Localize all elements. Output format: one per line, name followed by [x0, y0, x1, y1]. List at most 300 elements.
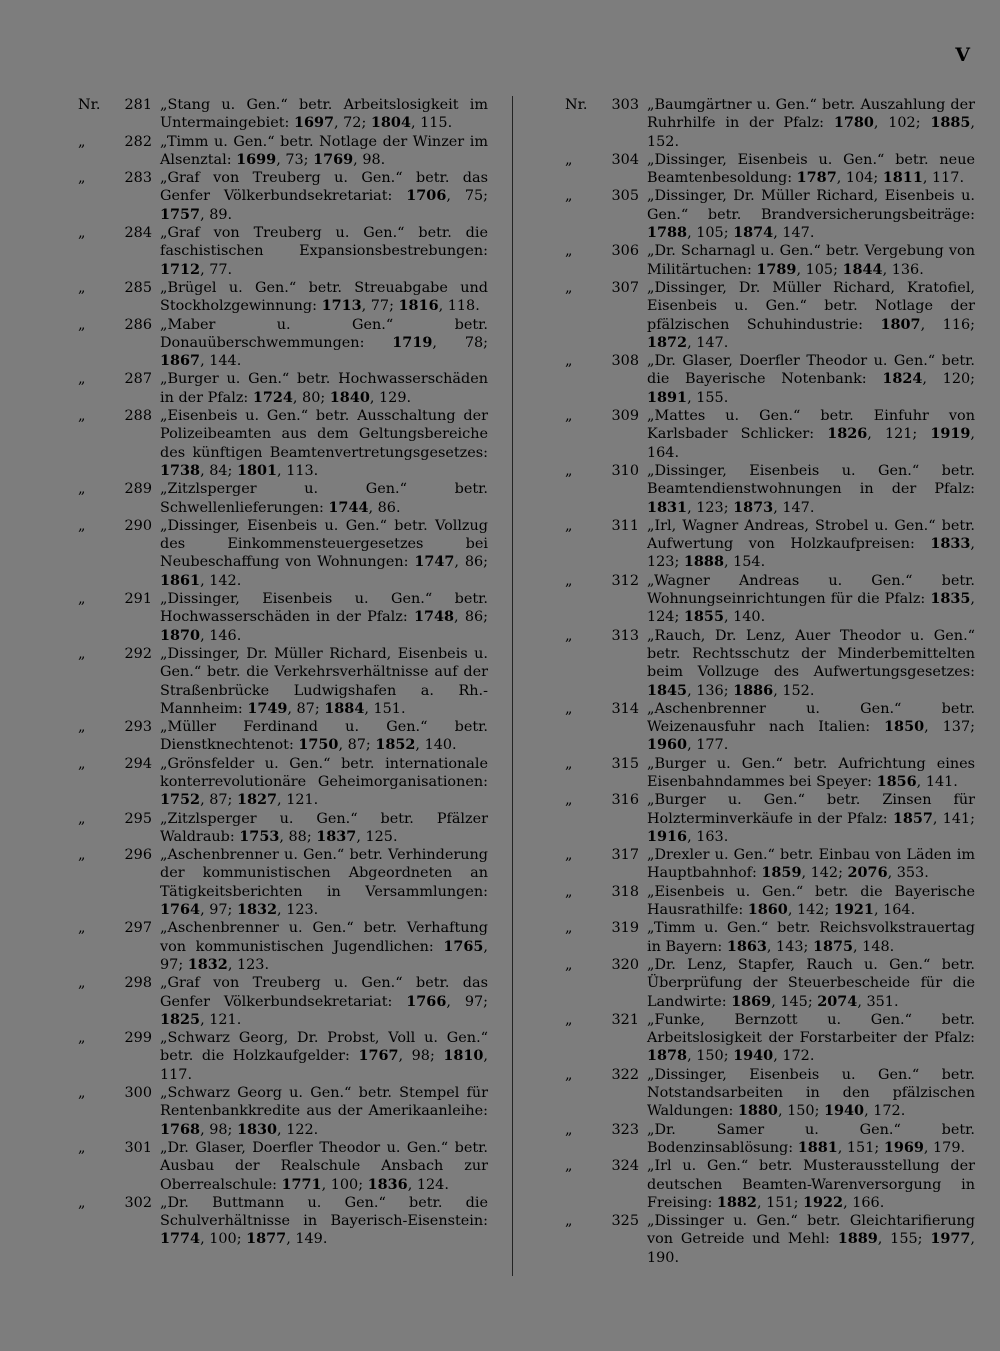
entry-number: 289 [124, 481, 152, 498]
protocol-ref: 1886 [733, 681, 774, 699]
entry-subject: „Stang u. Gen.“ betr. Arbeitslosigkeit im Untermaingebiet: [160, 97, 488, 132]
entry-text: „Zitzlsperger u. Gen.“ betr. Pfälzer Waldraub: 1753, 88; 1837, 125. [160, 810, 488, 845]
entry-text: „Dr. Glaser, Doerfler Theodor u. Gen.“ betr. Ausbau der Realschule Ansbach zur Oberrealschule: 1771, 100; 1836, 124. [160, 1139, 488, 1193]
entry-text: „Irl, Wagner Andreas, Strobel u. Gen.“ betr. Aufwertung von Holzkaufpreisen: 1833, 123; 1888, 154. [647, 517, 975, 571]
page-ref: 102 [888, 115, 916, 132]
protocol-ref: 1885 [930, 114, 971, 132]
page-ref: 155 [696, 389, 724, 406]
entry-prefix: „ [78, 810, 86, 827]
entry-number: 302 [124, 1194, 152, 1211]
page-ref: 100 [209, 1231, 237, 1248]
protocol-ref: 2074 [817, 992, 858, 1010]
entry-subject: „Dissinger, Dr. Müller Richard, Eisenbeis u. Gen.“ betr. die Verkehrsverhältnisse auf der Straßenbrücke Ludwigshafen a. Rh.-Mannheim: [160, 645, 488, 717]
page-ref: 88 [288, 828, 307, 845]
entry-number: 308 [611, 353, 639, 370]
protocol-ref: 1873 [733, 498, 774, 516]
entry-text: „Dr. Glaser, Doerfler Theodor u. Gen.“ betr. die Bayerische Notenbank: 1824, 120; 1891, 155. [647, 353, 975, 406]
protocol-ref: 1830 [236, 1120, 278, 1138]
index-entry [565, 462, 975, 517]
page-ref: 77 [209, 261, 228, 278]
protocol-ref: 1922 [803, 1193, 844, 1211]
index-entry [565, 846, 975, 883]
protocol-ref: 1757 [160, 205, 201, 223]
entry-subject: „Dissinger, Eisenbeis u. Gen.“ betr. Beamtendienstwohnungen in der Pfalz: [647, 462, 975, 498]
page-ref: 86 [464, 554, 484, 571]
protocol-ref: 1977 [930, 1230, 971, 1248]
entry-text: „Dr. Buttmann u. Gen.“ betr. die Schulverhältnisse in Bayerisch-Eisenstein: 1774, 100; 1877, 149. [160, 1194, 488, 1248]
entry-subject: „Dr. Samer u. Gen.“ betr. Bodenzinsablösung: [647, 1121, 975, 1156]
entry-prefix: „ [565, 883, 573, 900]
protocol-ref: 1874 [733, 224, 774, 242]
entry-number: 305 [611, 188, 639, 205]
index-entry [78, 1084, 488, 1139]
entry-text: „Burger u. Gen.“ betr. Hochwasserschäden in der Pfalz: 1724, 80; 1840, 129. [160, 371, 488, 406]
protocol-ref: 1744 [328, 498, 369, 516]
entry-number: 316 [611, 792, 639, 809]
protocol-ref: 1832 [236, 901, 278, 919]
protocol-ref: 1855 [683, 608, 724, 626]
protocol-ref: 1940 [824, 1102, 865, 1120]
entry-prefix: „ [78, 279, 86, 296]
entry-text: „Müller Ferdinand u. Gen.“ betr. Dienstknechtenot: 1750, 87; 1852, 140. [160, 719, 488, 754]
index-entry [78, 919, 488, 974]
entry-subject: „Aschenbrenner u. Gen.“ betr. Verhinderung der kommunistischen Abgeordneten an Tätigkeitsberichten in Versammlungen: [160, 847, 488, 900]
entry-text: „Funke, Bernzott u. Gen.“ betr. Arbeitslosigkeit der Forstarbeiter der Pfalz: 1878, 150; 1940, 172. [647, 1011, 975, 1065]
page-ref: 97 [209, 902, 228, 919]
page-ref: 87 [296, 700, 315, 717]
entry-subject: „Aschenbrenner u. Gen.“ betr. Weizenausfuhr nach Italien: [647, 700, 975, 736]
page-ref: 98 [362, 151, 381, 168]
index-entry [78, 846, 488, 919]
entry-number: 324 [611, 1158, 639, 1175]
entry-text: „Brügel u. Gen.“ betr. Streuabgabe und Stockholzgewinnung: 1713, 77; 1816, 118. [160, 279, 488, 315]
protocol-ref: 1882 [716, 1193, 757, 1211]
index-entry [565, 407, 975, 462]
entry-subject: „Aschenbrenner u. Gen.“ betr. Verhaftung von kommunistischen Jugendlichen: [160, 920, 488, 955]
entry-subject: „Baumgärtner u. Gen.“ betr. Auszahlung der Ruhrhilfe in der Pfalz: [647, 97, 975, 132]
page-ref: 142 [209, 572, 237, 589]
entry-number: 317 [611, 847, 639, 864]
index-entry [78, 133, 488, 170]
page-ref: 87 [347, 737, 366, 754]
entry-number: 282 [124, 133, 152, 150]
page-ref: 136 [891, 261, 920, 278]
page-ref: 154 [733, 554, 761, 571]
entry-number: 297 [124, 920, 152, 937]
entry-prefix: „ [78, 1194, 86, 1211]
entry-text: „Rauch, Dr. Lenz, Auer Theodor u. Gen.“ betr. Rechtsschutz der Minderbemittelten beim Vollzuge des Aufwertungsgesetzes: 1845, 136; 1886, 152. [647, 627, 975, 699]
page-ref: 124 [416, 1176, 445, 1193]
entry-text: „Irl u. Gen.“ betr. Musterausstellung der deutschen Beamten-Warenversorgung in Freising: 1882, 151; 1922, 166. [647, 1158, 975, 1211]
index-entry [565, 279, 975, 352]
protocol-ref: 1832 [187, 955, 228, 973]
entry-prefix: „ [565, 792, 573, 809]
protocol-ref: 1765 [443, 937, 484, 955]
protocol-ref: 1872 [647, 333, 688, 351]
page-ref: 145 [780, 993, 808, 1010]
page-ref: 86 [464, 609, 484, 626]
index-entry [565, 572, 975, 627]
entry-text: „Grönsfelder u. Gen.“ betr. internationale konterrevolutionäre Geheimorganisationen: 1752, 87; 1827, 121. [160, 755, 488, 809]
protocol-ref: 1810 [443, 1047, 484, 1065]
entry-subject: „Brügel u. Gen.“ betr. Streuabgabe und Stockholzgewinnung: [160, 279, 488, 315]
entry-text: „Burger u. Gen.“ betr. Aufrichtung eines Eisenbahndammes bei Speyer: 1856, 141. [647, 755, 975, 790]
page-ref: 105 [696, 225, 724, 242]
protocol-ref: 1699 [236, 150, 277, 168]
page-ref: 136 [696, 682, 724, 699]
entry-subject: „Schwarz Georg, Dr. Probst, Voll u. Gen.“ betr. die Holzkaufgelder: [160, 1030, 488, 1065]
entry-text: „Aschenbrenner u. Gen.“ betr. Verhaftung von kommunistischen Jugendlichen: 1765, 97; 1832, 123. [160, 920, 488, 973]
entry-text: „Dissinger, Eisenbeis u. Gen.“ betr. Hochwasserschäden in der Pfalz: 1748, 86; 1870, 146. [160, 591, 488, 644]
entry-number: 291 [124, 591, 152, 608]
index-entry [565, 1011, 975, 1066]
page-ref: 150 [696, 1048, 724, 1065]
protocol-ref: 1845 [647, 681, 688, 699]
entry-number: 318 [611, 883, 639, 900]
entry-text: „Dr. Scharnagl u. Gen.“ betr. Vergebung von Militärtuchen: 1789, 105; 1844, 136. [647, 243, 975, 278]
page-ref: 98 [209, 1121, 228, 1138]
index-entry [565, 700, 975, 755]
protocol-ref: 1827 [236, 791, 278, 809]
page-ref: 151 [846, 1139, 875, 1156]
protocol-ref: 1859 [761, 864, 802, 882]
protocol-ref: 1856 [876, 772, 917, 790]
protocol-ref: 1863 [726, 937, 767, 955]
protocol-ref: 1875 [812, 937, 854, 955]
page-ref: 100 [330, 1176, 359, 1193]
entry-text: „Dissinger, Eisenbeis u. Gen.“ betr. Beamtendienstwohnungen in der Pfalz: 1831, 123; 1873, 147. [647, 462, 975, 516]
page-ref: 143 [776, 938, 804, 955]
protocol-ref: 1881 [797, 1138, 838, 1156]
protocol-ref: 1850 [884, 718, 925, 736]
entry-prefix: „ [78, 170, 86, 187]
entry-number: 312 [611, 572, 639, 589]
entry-prefix: „ [565, 1213, 573, 1230]
entry-subject: „Dissinger, Dr. Müller Richard, Eisenbeis u. Gen.“ betr. Brandversicherungsbeiträge: [647, 188, 975, 223]
entry-subject: „Timm u. Gen.“ betr. Reichsvolkstrauertag in Bayern: [647, 920, 975, 955]
entry-number: 310 [611, 462, 639, 479]
protocol-ref: 1884 [324, 699, 365, 717]
protocol-ref: 1824 [882, 370, 923, 388]
entry-subject: „Dissinger, Eisenbeis u. Gen.“ betr. Vollzug des Einkommensteuergesetzes bei Neubeschaffung von Wohnungen: [160, 517, 488, 571]
protocol-ref: 1712 [160, 260, 201, 278]
entry-text: „Graf von Treuberg u. Gen.“ betr. das Genfer Völkerbundsekretariat: 1706, 75; 1757, 89. [160, 170, 488, 223]
entry-number: 285 [124, 279, 152, 296]
entry-subject: „Zitzlsperger u. Gen.“ betr. Pfälzer Waldraub: [160, 810, 488, 845]
entry-subject: „Maber u. Gen.“ betr. Donauüberschwemmungen: [160, 316, 488, 351]
entry-prefix: „ [78, 645, 86, 662]
protocol-ref: 1826 [827, 425, 868, 443]
index-entry [78, 316, 488, 371]
entry-subject: „Graf von Treuberg u. Gen.“ betr. das Genfer Völkerbundsekretariat: [160, 975, 488, 1010]
page-ref: 146 [209, 627, 237, 644]
entry-text: „Eisenbeis u. Gen.“ betr. Ausschaltung der Polizeibeamten aus dem Geltungsbereiche des künftigen Beamtenvertretungsgesetzes: 1738, 84; 1801, 113. [160, 408, 488, 479]
protocol-ref: 1919 [930, 425, 971, 443]
index-entry [565, 517, 975, 572]
page-ref: 147 [782, 499, 810, 516]
entry-number: 322 [611, 1066, 639, 1083]
entry-text: „Graf von Treuberg u. Gen.“ betr. die faschistischen Expansionsbestrebungen: 1712, 77. [160, 225, 488, 278]
page-ref: 164 [883, 902, 911, 919]
protocol-ref: 1969 [883, 1138, 924, 1156]
page-ref: 140 [424, 737, 453, 754]
protocol-ref: 1888 [683, 553, 724, 571]
entry-prefix: „ [565, 1121, 573, 1138]
entry-number: 320 [611, 956, 639, 973]
entry-subject: „Dissinger, Eisenbeis u. Gen.“ betr. Notstandsarbeiten in den pfälzischen Waldungen: [647, 1066, 975, 1120]
entry-subject: „Dissinger u. Gen.“ betr. Gleichtarifierung von Getreide und Mehl: [647, 1213, 975, 1248]
index-entry [78, 590, 488, 645]
page-ref: 142 [796, 902, 825, 919]
entry-text: „Mattes u. Gen.“ betr. Einfuhr von Karlsbader Schlicker: 1826, 121; 1919, 164. [647, 408, 975, 461]
protocol-ref: 1771 [281, 1175, 322, 1193]
protocol-ref: 1766 [406, 992, 447, 1010]
page-ref: 73 [285, 151, 304, 168]
entry-prefix: „ [565, 243, 573, 260]
entry-text: „Drexler u. Gen.“ betr. Einbau von Läden im Hauptbahnhof: 1859, 142; 2076, 353. [647, 847, 975, 882]
page-ref: 123 [647, 554, 675, 571]
entry-subject: „Timm u. Gen.“ betr. Notlage der Winzer im Alsenztal: [160, 133, 488, 168]
entry-text: „Burger u. Gen.“ betr. Zinsen für Holzterminverkäufe in der Pfalz: 1857, 141; 1916, 163. [647, 792, 975, 845]
index-entry [78, 974, 488, 1029]
entry-text: „Zitzlsperger u. Gen.“ betr. Schwellenlieferungen: 1744, 86. [160, 481, 488, 516]
entry-subject: „Burger u. Gen.“ betr. Zinsen für Holzterminverkäufe in der Pfalz: [647, 792, 975, 827]
page-ref: 121 [209, 1011, 237, 1028]
entry-number: 300 [124, 1085, 152, 1102]
entry-text: „Wagner Andreas u. Gen.“ betr. Wohnungseinrichtungen für die Pfalz: 1835, 124; 1855, 140. [647, 572, 975, 626]
entry-prefix: „ [565, 627, 573, 644]
index-entry [565, 919, 975, 956]
entry-prefix: „ [565, 847, 573, 864]
index-entry [78, 718, 488, 755]
entry-prefix: „ [78, 719, 86, 736]
entry-prefix: „ [78, 316, 86, 333]
page-ref: 151 [373, 700, 401, 717]
page-ref: 117 [160, 1066, 188, 1083]
protocol-ref: 1870 [160, 626, 201, 644]
entry-subject: „Zitzlsperger u. Gen.“ betr. Schwellenlieferungen: [160, 481, 488, 516]
entry-subject: „Grönsfelder u. Gen.“ betr. internationale konterrevolutionäre Geheimorganisationen: [160, 755, 488, 790]
entry-number: 293 [124, 719, 152, 736]
protocol-ref: 1747 [414, 553, 455, 571]
entry-prefix: „ [78, 225, 86, 242]
protocol-ref: 1852 [375, 736, 416, 754]
protocol-ref: 1840 [329, 388, 370, 406]
page-ref: 164 [647, 444, 675, 461]
protocol-ref: 1889 [837, 1230, 878, 1248]
entry-prefix: „ [565, 188, 573, 205]
entry-text: „Dr. Lenz, Stapfer, Rauch u. Gen.“ betr. Überprüfung der Steuerbescheide für die Landwirte: 1869, 145; 2074, 351. [647, 956, 975, 1010]
index-entry [78, 407, 488, 480]
entry-number: 319 [611, 920, 639, 937]
entry-number: 294 [124, 755, 152, 772]
page-ref: 89 [209, 206, 228, 223]
entry-number: 295 [124, 810, 152, 827]
index-entry [78, 810, 488, 847]
index-entry [78, 480, 488, 517]
protocol-ref: 1878 [647, 1047, 688, 1065]
page-ref: 98 [411, 1048, 430, 1065]
entry-prefix: „ [78, 975, 86, 992]
entry-number: 313 [611, 627, 639, 644]
entry-text: „Dissinger, Eisenbeis u. Gen.“ betr. Notstandsarbeiten in den pfälzischen Waldungen: 1880, 150; 1940, 172. [647, 1066, 975, 1120]
entry-text: „Maber u. Gen.“ betr. Donauüberschwemmungen: 1719, 78; 1867, 144. [160, 316, 488, 370]
index-entry [78, 1029, 488, 1084]
entry-prefix: „ [78, 408, 86, 425]
entry-text: „Dr. Samer u. Gen.“ betr. Bodenzinsablösung: 1881, 151; 1969, 179. [647, 1121, 975, 1156]
entry-text: „Dissinger, Dr. Müller Richard, Eisenbeis u. Gen.“ betr. Brandversicherungsbeiträge: 1788, 105; 1874, 147. [647, 188, 975, 242]
page-ref: 353 [896, 865, 925, 882]
page-ref: 147 [696, 334, 724, 351]
entry-text: „Timm u. Gen.“ betr. Reichsvolkstrauertag in Bayern: 1863, 143; 1875, 148. [647, 920, 975, 955]
index-entry [78, 1139, 488, 1194]
protocol-ref: 1844 [842, 260, 883, 278]
protocol-ref: 1767 [358, 1047, 399, 1065]
entry-subject: „Burger u. Gen.“ betr. Hochwasserschäden in der Pfalz: [160, 371, 488, 406]
page-ref: 166 [852, 1194, 880, 1211]
protocol-ref: 2076 [847, 864, 888, 882]
entry-prefix: „ [565, 1158, 573, 1175]
index-entry [565, 151, 975, 188]
page-ref: 77 [370, 298, 390, 315]
entry-prefix: „ [565, 572, 573, 589]
entry-number: 306 [611, 243, 639, 260]
page-ref: 142 [810, 865, 839, 882]
entry-number: 309 [611, 408, 639, 425]
protocol-ref: 1807 [880, 315, 921, 333]
entry-text: „Aschenbrenner u. Gen.“ betr. Verhinderung der kommunistischen Abgeordneten an Tätigkeitsberichten in Versammlungen: 1764, 97; 1832, 123. [160, 847, 488, 919]
page-ref: 123 [236, 956, 265, 973]
entry-subject: „Dr. Buttmann u. Gen.“ betr. die Schulverhältnisse in Bayerisch-Eisenstein: [160, 1194, 488, 1230]
page-ref: 121 [286, 792, 314, 809]
page-number: V [955, 44, 970, 66]
index-entry [565, 791, 975, 846]
right-column [565, 96, 975, 1267]
page-ref: 141 [942, 810, 971, 827]
index-entry [78, 517, 488, 590]
entry-subject: „Schwarz Georg u. Gen.“ betr. Stempel für Rentenbankkredite aus der Amerikaanleihe: [160, 1085, 488, 1120]
protocol-ref: 1752 [160, 791, 201, 809]
entry-prefix: „ [565, 279, 573, 296]
entry-prefix: Nr. [78, 97, 101, 113]
protocol-ref: 1768 [160, 1120, 201, 1138]
entry-subject: „Drexler u. Gen.“ betr. Einbau von Läden im Hauptbahnhof: [647, 847, 975, 882]
protocol-ref: 1780 [833, 114, 874, 132]
index-entry [565, 96, 975, 151]
protocol-ref: 1833 [930, 535, 971, 553]
page-ref: 87 [209, 792, 228, 809]
protocol-ref: 1804 [370, 114, 411, 132]
page-ref: 116 [942, 316, 971, 333]
page-ref: 97 [464, 993, 484, 1010]
protocol-ref: 1891 [647, 388, 688, 406]
entry-number: 325 [611, 1213, 639, 1230]
index-entry [78, 645, 488, 718]
protocol-ref: 1801 [236, 461, 278, 479]
protocol-ref: 1857 [892, 809, 933, 827]
entry-subject: „Eisenbeis u. Gen.“ betr. Ausschaltung der Polizeibeamten aus dem Geltungsbereiche des künftigen Beamtenvertretungsgesetzes: [160, 408, 488, 461]
protocol-ref: 1880 [737, 1102, 778, 1120]
protocol-ref: 1836 [367, 1175, 408, 1193]
entry-text: „Baumgärtner u. Gen.“ betr. Auszahlung der Ruhrhilfe in der Pfalz: 1780, 102; 1885, 152. [647, 97, 975, 150]
entry-subject: „Eisenbeis u. Gen.“ betr. die Bayerische Hausrathilfe: [647, 883, 975, 919]
entry-prefix: „ [565, 920, 573, 937]
entry-number: 301 [124, 1139, 152, 1156]
entry-prefix: „ [78, 920, 86, 937]
entry-number: 315 [611, 755, 639, 772]
entry-prefix: „ [78, 591, 86, 608]
protocol-ref: 1867 [160, 352, 201, 370]
entry-prefix: „ [565, 353, 573, 370]
index-entry [565, 1121, 975, 1158]
entry-prefix: „ [565, 151, 573, 168]
entry-prefix: „ [78, 1030, 86, 1047]
protocol-ref: 1749 [247, 699, 288, 717]
entry-subject: „Irl u. Gen.“ betr. Musterausstellung der deutschen Beamten-Warenversorgung in Freising: [647, 1158, 975, 1211]
entry-number: 283 [124, 170, 152, 187]
entry-prefix: „ [565, 517, 573, 534]
protocol-ref: 1916 [647, 827, 688, 845]
entry-prefix: „ [78, 755, 86, 772]
page-ref: 179 [933, 1139, 961, 1156]
index-entry [78, 224, 488, 279]
page-ref: 117 [932, 170, 960, 187]
protocol-ref: 1787 [796, 169, 837, 187]
entry-number: 321 [611, 1011, 639, 1028]
entry-subject: „Rauch, Dr. Lenz, Auer Theodor u. Gen.“ betr. Rechtsschutz der Minderbemittelten beim Vollzuge des Aufwertungsgesetzes: [647, 627, 975, 681]
page-ref: 125 [365, 828, 393, 845]
index-entry [565, 1157, 975, 1212]
protocol-ref: 1719 [392, 333, 433, 351]
page-ref: 113 [286, 462, 314, 479]
entry-text: „Dissinger u. Gen.“ betr. Gleichtarifierung von Getreide und Mehl: 1889, 155; 1977, 190. [647, 1213, 975, 1266]
entry-subject: „Graf von Treuberg u. Gen.“ betr. das Genfer Völkerbundsekretariat: [160, 170, 488, 205]
entry-subject: „Funke, Bernzott u. Gen.“ betr. Arbeitslosigkeit der Forstarbeiter der Pfalz: [647, 1011, 975, 1047]
entry-subject: „Dissinger, Eisenbeis u. Gen.“ betr. neue Beamtenbesoldung: [647, 151, 975, 187]
index-entry [78, 755, 488, 810]
entry-prefix: „ [78, 1085, 86, 1102]
entry-prefix: „ [565, 755, 573, 772]
index-entry [565, 187, 975, 242]
protocol-ref: 1811 [882, 169, 923, 187]
page-ref: 148 [862, 938, 890, 955]
entry-prefix: „ [565, 700, 573, 717]
entry-number: 298 [124, 975, 152, 992]
index-entry [78, 169, 488, 224]
protocol-ref: 1769 [313, 150, 354, 168]
entry-subject: „Wagner Andreas u. Gen.“ betr. Wohnungseinrichtungen für die Pfalz: [647, 572, 975, 608]
entry-prefix: „ [78, 847, 86, 864]
entry-text: „Timm u. Gen.“ betr. Notlage der Winzer im Alsenztal: 1699, 73; 1769, 98. [160, 133, 488, 168]
entry-text: „Dissinger, Dr. Müller Richard, Kratofiel, Eisenbeis u. Gen.“ betr. Notlage der pfälzischen Schuhindustrie: 1807, 116; 1872, 147. [647, 279, 975, 351]
protocol-ref: 1940 [733, 1047, 774, 1065]
column-divider [512, 96, 513, 1276]
index-entry [565, 242, 975, 279]
entry-subject: „Dr. Glaser, Doerfler Theodor u. Gen.“ betr. Ausbau der Realschule Ansbach zur Oberrealschule: [160, 1139, 488, 1193]
page-ref: 177 [696, 737, 724, 754]
protocol-ref: 1753 [239, 827, 280, 845]
entry-number: 292 [124, 645, 152, 662]
page-ref: 140 [733, 609, 761, 626]
entry-number: 287 [124, 371, 152, 388]
entry-prefix: „ [78, 517, 86, 534]
entry-number: 304 [611, 151, 639, 168]
entry-number: 286 [124, 316, 152, 333]
entry-subject: „Burger u. Gen.“ betr. Aufrichtung eines Eisenbahndammes bei Speyer: [647, 755, 975, 790]
entry-prefix: „ [565, 1011, 573, 1028]
entry-prefix: „ [565, 956, 573, 973]
page-ref: 147 [782, 225, 810, 242]
